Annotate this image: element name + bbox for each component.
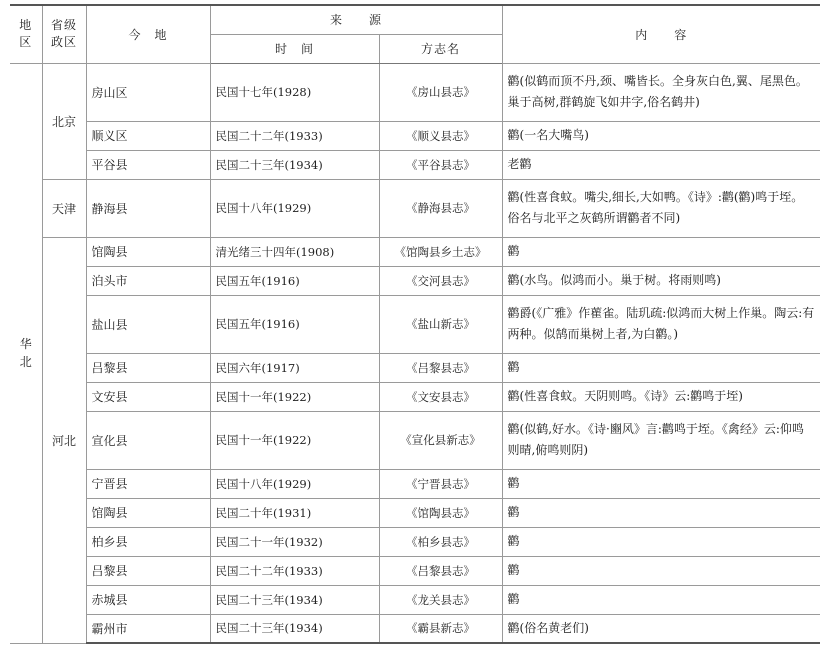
header-province: 省级政区 [42, 5, 86, 63]
time-cell: 民国二十一年(1932) [210, 527, 379, 556]
table-row [10, 266, 820, 295]
gazetteer-name-cell: 《文安县志》 [379, 382, 502, 411]
time-cell: 民国五年(1916) [210, 295, 379, 353]
gazetteer-name-cell: 《吕黎县志》 [379, 353, 502, 382]
gazetteer-name-cell: 《盐山新志》 [379, 295, 502, 353]
time-cell: 民国十一年(1922) [210, 411, 379, 469]
content-cell: 鹳(似鹤而顶不丹,颈、嘴皆长。全身灰白色,翼、尾黑色。巢于高树,群鹤旋飞如井字,俗名鹤井) [502, 63, 820, 121]
table-row [10, 469, 820, 498]
gazetteer-name-cell: 《馆陶县乡土志》 [379, 237, 502, 266]
content-cell: 鹳(似鹤,好水。《诗·豳风》言:鹳鸣于垤。《禽经》云:仰鸣则晴,俯鸣则阴) [502, 411, 820, 469]
province-cell: 河北 [42, 237, 86, 643]
current-place-cell: 房山区 [86, 63, 210, 121]
table-row [10, 556, 820, 585]
table-row [10, 179, 820, 237]
content-cell: 鹳 [502, 498, 820, 527]
time-cell: 清光绪三十四年(1908) [210, 237, 379, 266]
time-cell: 民国十一年(1922) [210, 382, 379, 411]
table-row [10, 353, 820, 382]
current-place-cell: 馆陶县 [86, 237, 210, 266]
table-row [10, 382, 820, 411]
current-place-cell: 泊头市 [86, 266, 210, 295]
current-place-cell: 吕黎县 [86, 353, 210, 382]
time-cell: 民国二十三年(1934) [210, 585, 379, 614]
gazetteer-name-cell: 《静海县志》 [379, 179, 502, 237]
table-row [10, 121, 820, 150]
province-cell: 北京 [42, 63, 86, 179]
table-row [10, 237, 820, 266]
current-place-cell: 平谷县 [86, 150, 210, 179]
gazetteer-name-cell: 《吕黎县志》 [379, 556, 502, 585]
time-cell: 民国二十二年(1933) [210, 556, 379, 585]
content-cell: 鹳(水鸟。似鸿而小。巢于树。将雨则鸣) [502, 266, 820, 295]
current-place-cell: 静海县 [86, 179, 210, 237]
content-cell: 鹳(一名大嘴鸟) [502, 121, 820, 150]
current-place-cell: 吕黎县 [86, 556, 210, 585]
time-cell: 民国十八年(1929) [210, 469, 379, 498]
gazetteer-name-cell: 《宣化县新志》 [379, 411, 502, 469]
current-place-cell: 盐山县 [86, 295, 210, 353]
gazetteer-name-cell: 《馆陶县志》 [379, 498, 502, 527]
content-cell: 鹳 [502, 556, 820, 585]
records-body [10, 63, 820, 643]
time-cell: 民国二十年(1931) [210, 498, 379, 527]
header-gazetteer: 方志名 [379, 34, 502, 63]
gazetteer-name-cell: 《龙关县志》 [379, 585, 502, 614]
gazetteer-name-cell: 《平谷县志》 [379, 150, 502, 179]
gazetteer-name-cell: 《霸县新志》 [379, 614, 502, 643]
table-row [10, 150, 820, 179]
content-cell: 鹳 [502, 353, 820, 382]
time-cell: 民国二十三年(1934) [210, 150, 379, 179]
table-row [10, 63, 820, 121]
province-cell: 天津 [42, 179, 86, 237]
current-place-cell: 宣化县 [86, 411, 210, 469]
time-cell: 民国二十三年(1934) [210, 614, 379, 643]
content-cell: 鹳 [502, 237, 820, 266]
time-cell: 民国十七年(1928) [210, 63, 379, 121]
time-cell: 民国六年(1917) [210, 353, 379, 382]
table-row [10, 527, 820, 556]
time-cell: 民国十八年(1929) [210, 179, 379, 237]
table-row [10, 614, 820, 643]
header-time: 时 间 [210, 34, 379, 63]
gazetteer-name-cell: 《柏乡县志》 [379, 527, 502, 556]
table-row [10, 411, 820, 469]
header-region: 地区 [10, 5, 42, 63]
gazetteer-name-cell: 《顺义县志》 [379, 121, 502, 150]
table-row [10, 498, 820, 527]
current-place-cell: 馆陶县 [86, 498, 210, 527]
table-row [10, 295, 820, 353]
content-cell: 鹳 [502, 469, 820, 498]
content-cell: 鹳(性喜食蚊。天阴则鸣。《诗》云:鹳鸣于垤) [502, 382, 820, 411]
gazetteer-name-cell: 《房山县志》 [379, 63, 502, 121]
content-cell: 鹳 [502, 527, 820, 556]
table-row [10, 585, 820, 614]
current-place-cell: 宁晋县 [86, 469, 210, 498]
gazetteer-name-cell: 《交河县志》 [379, 266, 502, 295]
content-cell: 鹳(性喜食蚊。嘴尖,细长,大如鸭。《诗》:鹳(鹳)鸣于垤。俗名与北平之灰鹤所谓鹳者不同) [502, 179, 820, 237]
content-cell: 老鹳 [502, 150, 820, 179]
header-source-group: 来 源 [210, 5, 502, 34]
content-cell: 鹳爵(《广雅》作雚雀。陆玑疏:似鸿而大树上作巢。陶云:有两种。似鹄而巢树上者,为白鹳。) [502, 295, 820, 353]
gazetteer-records-table [10, 4, 820, 644]
region-cell: 华北 [10, 63, 42, 643]
current-place-cell: 赤城县 [86, 585, 210, 614]
current-place-cell: 霸州市 [86, 614, 210, 643]
content-cell: 鹳(俗名黄老们) [502, 614, 820, 643]
current-place-cell: 柏乡县 [86, 527, 210, 556]
current-place-cell: 文安县 [86, 382, 210, 411]
time-cell: 民国五年(1916) [210, 266, 379, 295]
gazetteer-name-cell: 《宁晋县志》 [379, 469, 502, 498]
header-content: 内 容 [502, 5, 820, 63]
header-current-place: 今 地 [86, 5, 210, 63]
content-cell: 鹳 [502, 585, 820, 614]
time-cell: 民国二十二年(1933) [210, 121, 379, 150]
current-place-cell: 顺义区 [86, 121, 210, 150]
